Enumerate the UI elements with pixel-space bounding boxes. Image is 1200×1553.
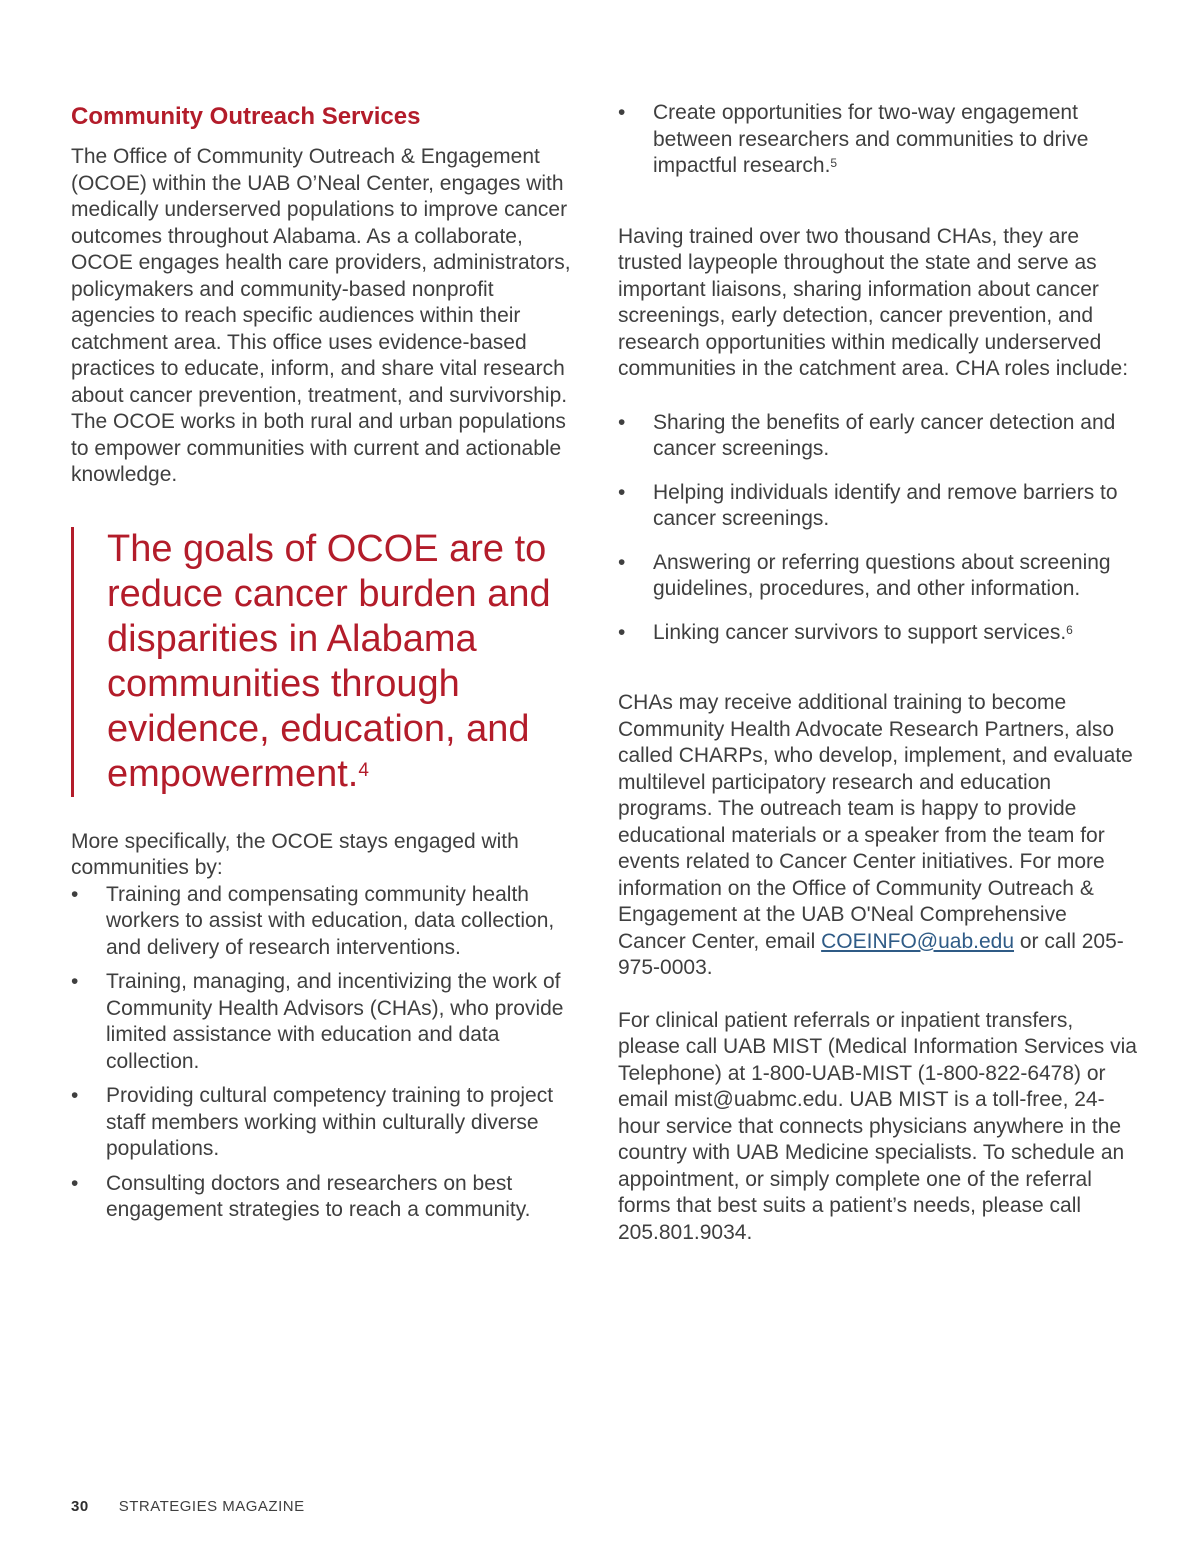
- page-footer: [71, 1497, 305, 1517]
- section-heading: Community Outreach Services: [71, 103, 421, 130]
- bullet-icon: •: [618, 410, 626, 434]
- list-item: [618, 620, 1138, 647]
- pull-quote-footnote: 4: [358, 759, 369, 781]
- list-item: [71, 1171, 571, 1224]
- list-item-text: Sharing the benefits of early cancer detection and cancer screenings.: [653, 410, 1116, 460]
- list-item-text: Consulting doctors and researchers on best engagement strategies to reach a community.: [106, 1171, 531, 1221]
- right-column: [618, 100, 1138, 1246]
- charps-paragraph: [618, 690, 1138, 982]
- list-item: [618, 410, 1138, 463]
- cha-roles-list: [618, 410, 1138, 647]
- list-item-text: Answering or referring questions about screening guidelines, procedures, and other information.: [653, 550, 1111, 600]
- bullet-icon: •: [71, 882, 79, 906]
- list-item: [618, 480, 1138, 533]
- pull-quote: [71, 527, 571, 797]
- list-item-text: Providing cultural competency training to project staff members working within culturally diverse populations.: [106, 1084, 554, 1160]
- list-item-text: Training, managing, and incentivizing the work of Community Health Advisors (CHAs), who provide limited assistance with education and data collection.: [106, 970, 564, 1073]
- engagement-list: [71, 882, 571, 1224]
- bullet-icon: •: [618, 480, 626, 504]
- footnote-marker: 6: [1066, 622, 1073, 637]
- bullet-icon: •: [618, 620, 626, 644]
- list-item: [71, 882, 571, 962]
- engagement-intro: More specifically, the OCOE stays engaged with communities by:: [71, 829, 519, 879]
- left-column: [71, 100, 571, 1232]
- intro-paragraph: The Office of Community Outreach & Engagement (OCOE) within the UAB O’Neal Center, engages with medically underserved populations to improve cancer outcomes throughout Alabama. As a collaborate, OCOE engages health care providers, administrators, policymakers and community-based nonprofit agencies to reach specific audiences within their catchment area. This office uses evidence-based practices to educate, inform, and share vital research about cancer prevention, treatment, and survivorship. The OCOE works in both rural and urban populations to empower communities with current and actionable knowledge.: [71, 145, 571, 486]
- cha-paragraph: Having trained over two thousand CHAs, they are trusted laypeople throughout the state and serve as important liaisons, sharing information about cancer screenings, early detection, cancer prevention, and research opportunities within medically underserved communities in the catchment area. CHA roles include:: [618, 224, 1129, 380]
- list-item-text: Training and compensating community health workers to assist with education, data collection, and delivery of research interventions.: [106, 882, 555, 959]
- list-item: [618, 550, 1138, 603]
- publication-name: STRATEGIES MAGAZINE: [118, 1498, 305, 1515]
- bullet-icon: •: [618, 101, 626, 124]
- email-link[interactable]: COEINFO@uab.edu: [821, 929, 1015, 953]
- list-item-text: Linking cancer survivors to support services.: [653, 620, 1067, 644]
- bullet-icon: •: [71, 970, 79, 993]
- bullet-icon: •: [618, 550, 626, 574]
- charps-tail: or call 205-975-0003.: [618, 929, 1124, 979]
- list-item: [618, 100, 1138, 180]
- list-item-text: Helping individuals identify and remove barriers to cancer screenings.: [653, 480, 1118, 530]
- pull-quote-text: The goals of OCOE are to reduce cancer burden and disparities in Alabama communities through evidence, education, and empowerment.: [107, 527, 551, 795]
- opportunity-list: [618, 100, 1138, 180]
- referral-paragraph: For clinical patient referrals or inpatient transfers, please call UAB MIST (Medical Information Services via Telephone) at 1-800-UAB-MIST (1-800-822-6478) or email mist@uabmc.edu. UAB MIST is a toll-free, 24-hour service that connects physicians anywhere in the country with UAB Medicine specialists. To schedule an appointment, or simply complete one of the referral forms that best suits a patient’s needs, please call 205.801.9034.: [618, 1008, 1137, 1244]
- list-item: [71, 969, 571, 1075]
- page-number: 30: [71, 1498, 89, 1515]
- footnote-marker: 5: [830, 156, 838, 170]
- bullet-icon: •: [71, 1171, 79, 1195]
- list-item-text: Create opportunities for two-way engagement between researchers and communities to drive impactful research.: [653, 101, 1089, 177]
- bullet-icon: •: [71, 1084, 79, 1107]
- charps-text: CHAs may receive additional training to become Community Health Advocate Research Partners, also called CHARPs, who develop, implement, and evaluate multilevel participatory research and education programs. The outreach team is happy to provide educational materials or a speaker from the team for events related to Cancer Center initiatives. For more information on the Office of Community Outreach & Engagement at the UAB O'Neal Comprehensive Cancer Center, email: [618, 691, 1133, 953]
- list-item: [71, 1083, 571, 1163]
